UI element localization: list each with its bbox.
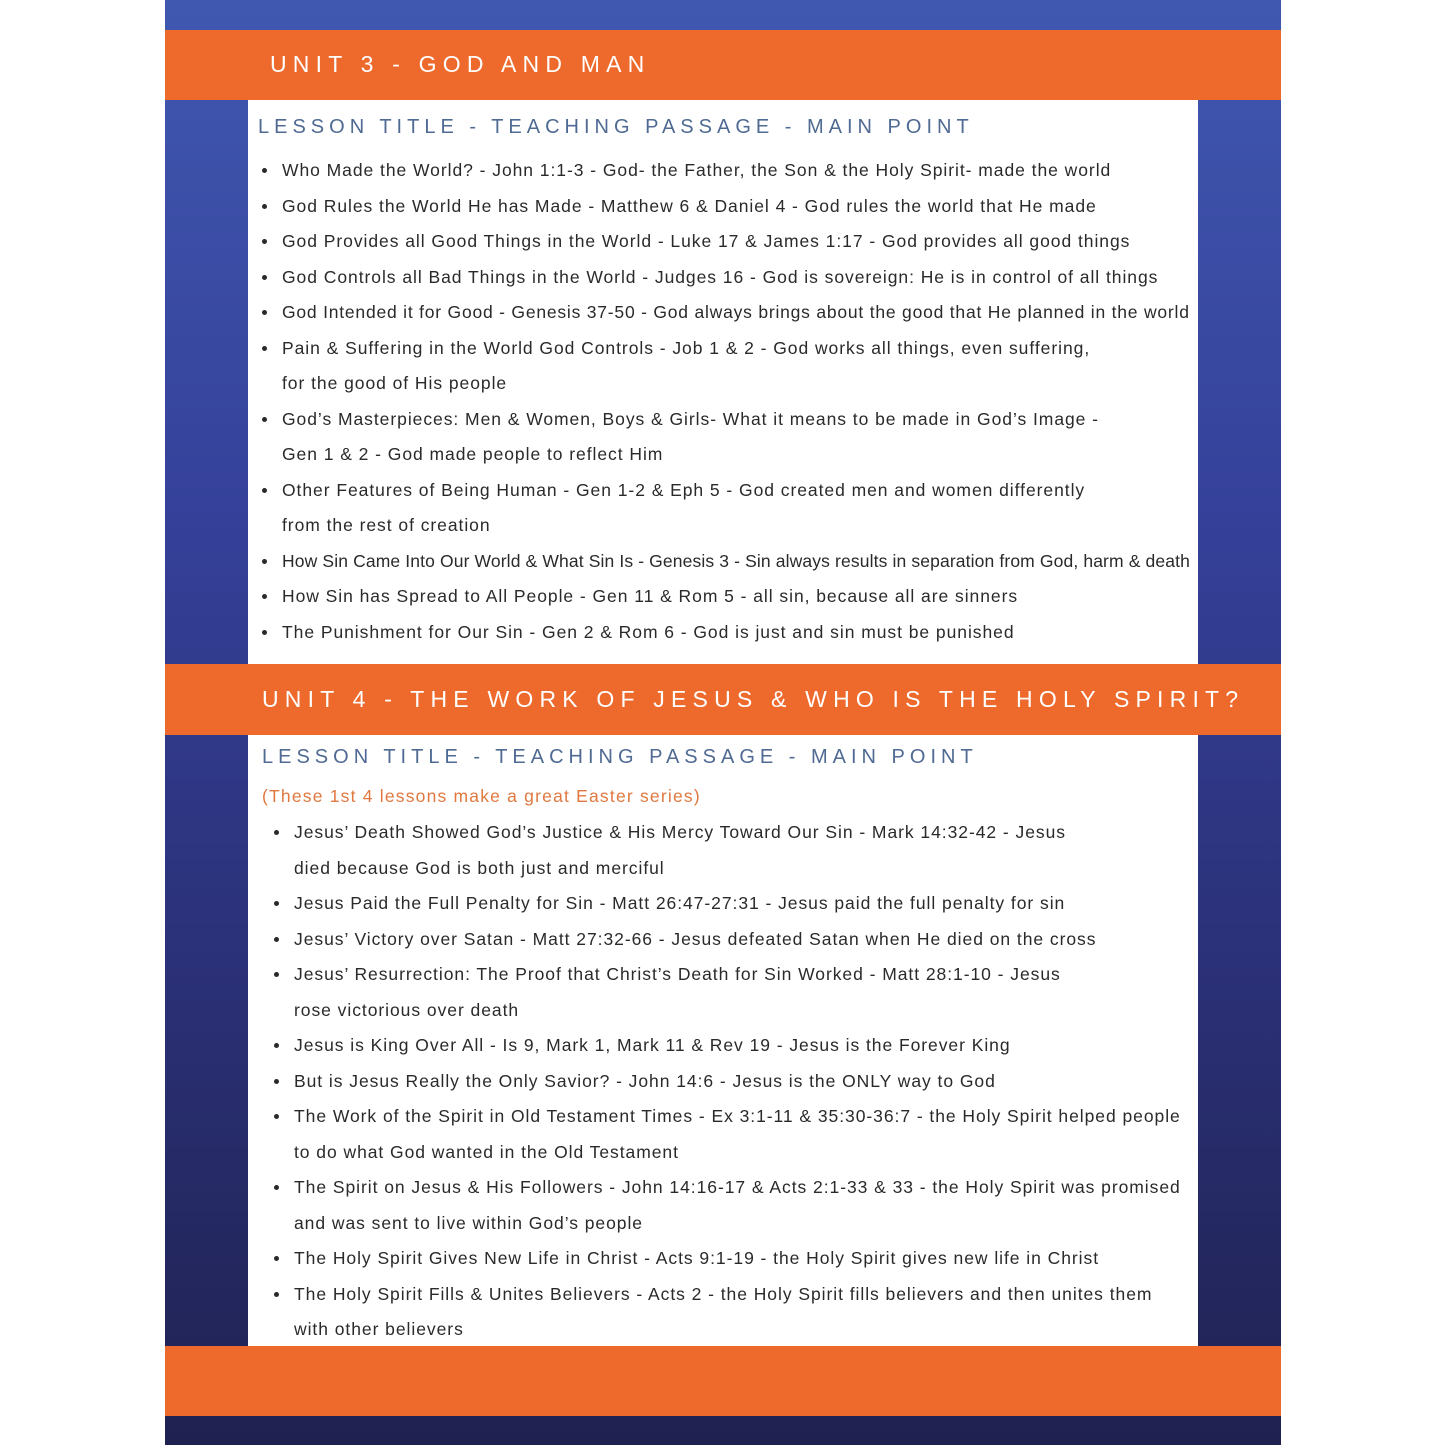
lesson-text: The Punishment for Our Sin - Gen 2 & Rom 6 - God is just and sin must be punished	[282, 621, 1015, 642]
lesson-text: died because God is both just and merciful	[294, 857, 665, 878]
unit3-lesson-list	[282, 153, 1190, 650]
lesson-item	[294, 957, 1181, 1028]
lesson-text: to do what God wanted in the Old Testament	[294, 1141, 679, 1162]
lesson-text: God Intended it for Good - Genesis 37-50 - God always brings about the good that He planned in the world	[282, 302, 1190, 322]
lesson-text: Jesus is King Over All - Is 9, Mark 1, Mark 11 & Rev 19 - Jesus is the Forever King	[294, 1035, 1011, 1055]
lesson-text: Jesus Paid the Full Penalty for Sin - Matt 26:47-27:31 - Jesus paid the full penalty for sin	[294, 893, 1066, 913]
unit4-column-heading: LESSON TITLE - TEACHING PASSAGE - MAIN POINT	[262, 746, 978, 768]
lesson-text: Who Made the World? - John 1:1-3 - God- the Father, the Son & the Holy Spirit- made the world	[282, 160, 1112, 180]
lesson-text: God Provides all Good Things in the World - Luke 17 & James 1:17 - God provides all good things	[282, 231, 1131, 251]
unit3-title: UNIT 3 - GOD AND MAN	[270, 51, 651, 77]
lesson-text: The Holy Spirit Gives New Life in Christ - Acts 9:1-19 - the Holy Spirit gives new life in Christ	[294, 1248, 1100, 1268]
unit4-banner	[165, 664, 1281, 735]
lesson-item	[282, 189, 1190, 225]
lesson-item	[294, 1170, 1181, 1241]
lesson-item	[282, 473, 1190, 544]
lesson-item	[282, 615, 1190, 651]
lesson-text: How Sin has Spread to All People - Gen 11 & Rom 5 - all sin, because all are sinners	[282, 586, 1019, 606]
lesson-item	[282, 544, 1190, 580]
unit4-lesson-list	[294, 815, 1181, 1348]
lesson-text: God’s Masterpieces: Men & Women, Boys & Girls- What it means to be made in God’s Image -	[282, 408, 1099, 429]
unit3-panel	[248, 100, 1198, 664]
lesson-item	[294, 815, 1181, 886]
lesson-text: The Work of the Spirit in Old Testament Times - Ex 3:1-11 & 35:30-36:7 - the Holy Spirit helped people	[294, 1106, 1181, 1126]
lesson-text: The Holy Spirit Fills & Unites Believers - Acts 2 - the Holy Spirit fills believers and then unites them	[294, 1283, 1153, 1304]
lesson-text: Other Features of Being Human - Gen 1-2 & Eph 5 - God created men and women differently	[282, 479, 1086, 500]
unit4-title: UNIT 4 - THE WORK OF JESUS & WHO IS THE HOLY SPIRIT?	[262, 686, 1245, 712]
lesson-text: The Spirit on Jesus & His Followers - John 14:16-17 & Acts 2:1-33 & 33 - the Holy Spirit was promised	[294, 1177, 1181, 1197]
lesson-text: Jesus’ Resurrection: The Proof that Christ’s Death for Sin Worked - Matt 28:1-10 - Jesus	[294, 964, 1061, 984]
lesson-item	[294, 886, 1181, 922]
lesson-item	[294, 1277, 1181, 1348]
lesson-text: Gen 1 & 2 - God made people to reflect Him	[282, 444, 664, 464]
lesson-item	[282, 295, 1190, 331]
lesson-item	[294, 1064, 1181, 1100]
lesson-item	[282, 153, 1190, 189]
lesson-text: and was sent to live within God’s people	[294, 1212, 643, 1233]
lesson-text: rose victorious over death	[294, 999, 520, 1020]
lesson-text: with other believers	[294, 1319, 464, 1339]
lesson-item	[294, 1028, 1181, 1064]
lesson-item	[282, 331, 1190, 402]
bottom-banner	[165, 1346, 1281, 1416]
lesson-item	[282, 224, 1190, 260]
lesson-text: Pain & Suffering in the World God Controls - Job 1 & 2 - God works all things, even suffering,	[282, 337, 1091, 358]
lesson-text: for the good of His people	[282, 373, 508, 393]
lesson-text: How Sin Came Into Our World & What Sin Is - Genesis 3 - Sin always results in separation from God, harm & death	[282, 550, 1190, 571]
lesson-item	[294, 1099, 1181, 1170]
lesson-item	[282, 402, 1190, 473]
lesson-text: But is Jesus Really the Only Savior? - John 14:6 - Jesus is the ONLY way to God	[294, 1070, 996, 1091]
lesson-text: Jesus’ Death Showed God’s Justice & His Mercy Toward Our Sin - Mark 14:32-42 - Jesus	[294, 822, 1066, 842]
unit3-column-heading: LESSON TITLE - TEACHING PASSAGE - MAIN POINT	[258, 116, 974, 138]
lesson-item	[294, 1241, 1181, 1277]
easter-series-note: (These 1st 4 lessons make a great Easter series)	[262, 786, 701, 806]
lesson-text: God Rules the World He has Made - Matthew 6 & Daniel 4 - God rules the world that He made	[282, 195, 1097, 216]
lesson-item	[282, 579, 1190, 615]
lesson-text: Jesus’ Victory over Satan - Matt 27:32-66 - Jesus defeated Satan when He died on the cross	[294, 928, 1097, 949]
lesson-item	[282, 260, 1190, 296]
lesson-text: from the rest of creation	[282, 515, 491, 535]
lesson-text: God Controls all Bad Things in the World - Judges 16 - God is sovereign: He is in control of all things	[282, 266, 1159, 287]
page-background	[165, 0, 1281, 1445]
unit3-banner	[165, 30, 1281, 100]
unit4-panel	[248, 735, 1198, 1346]
lesson-item	[294, 922, 1181, 958]
